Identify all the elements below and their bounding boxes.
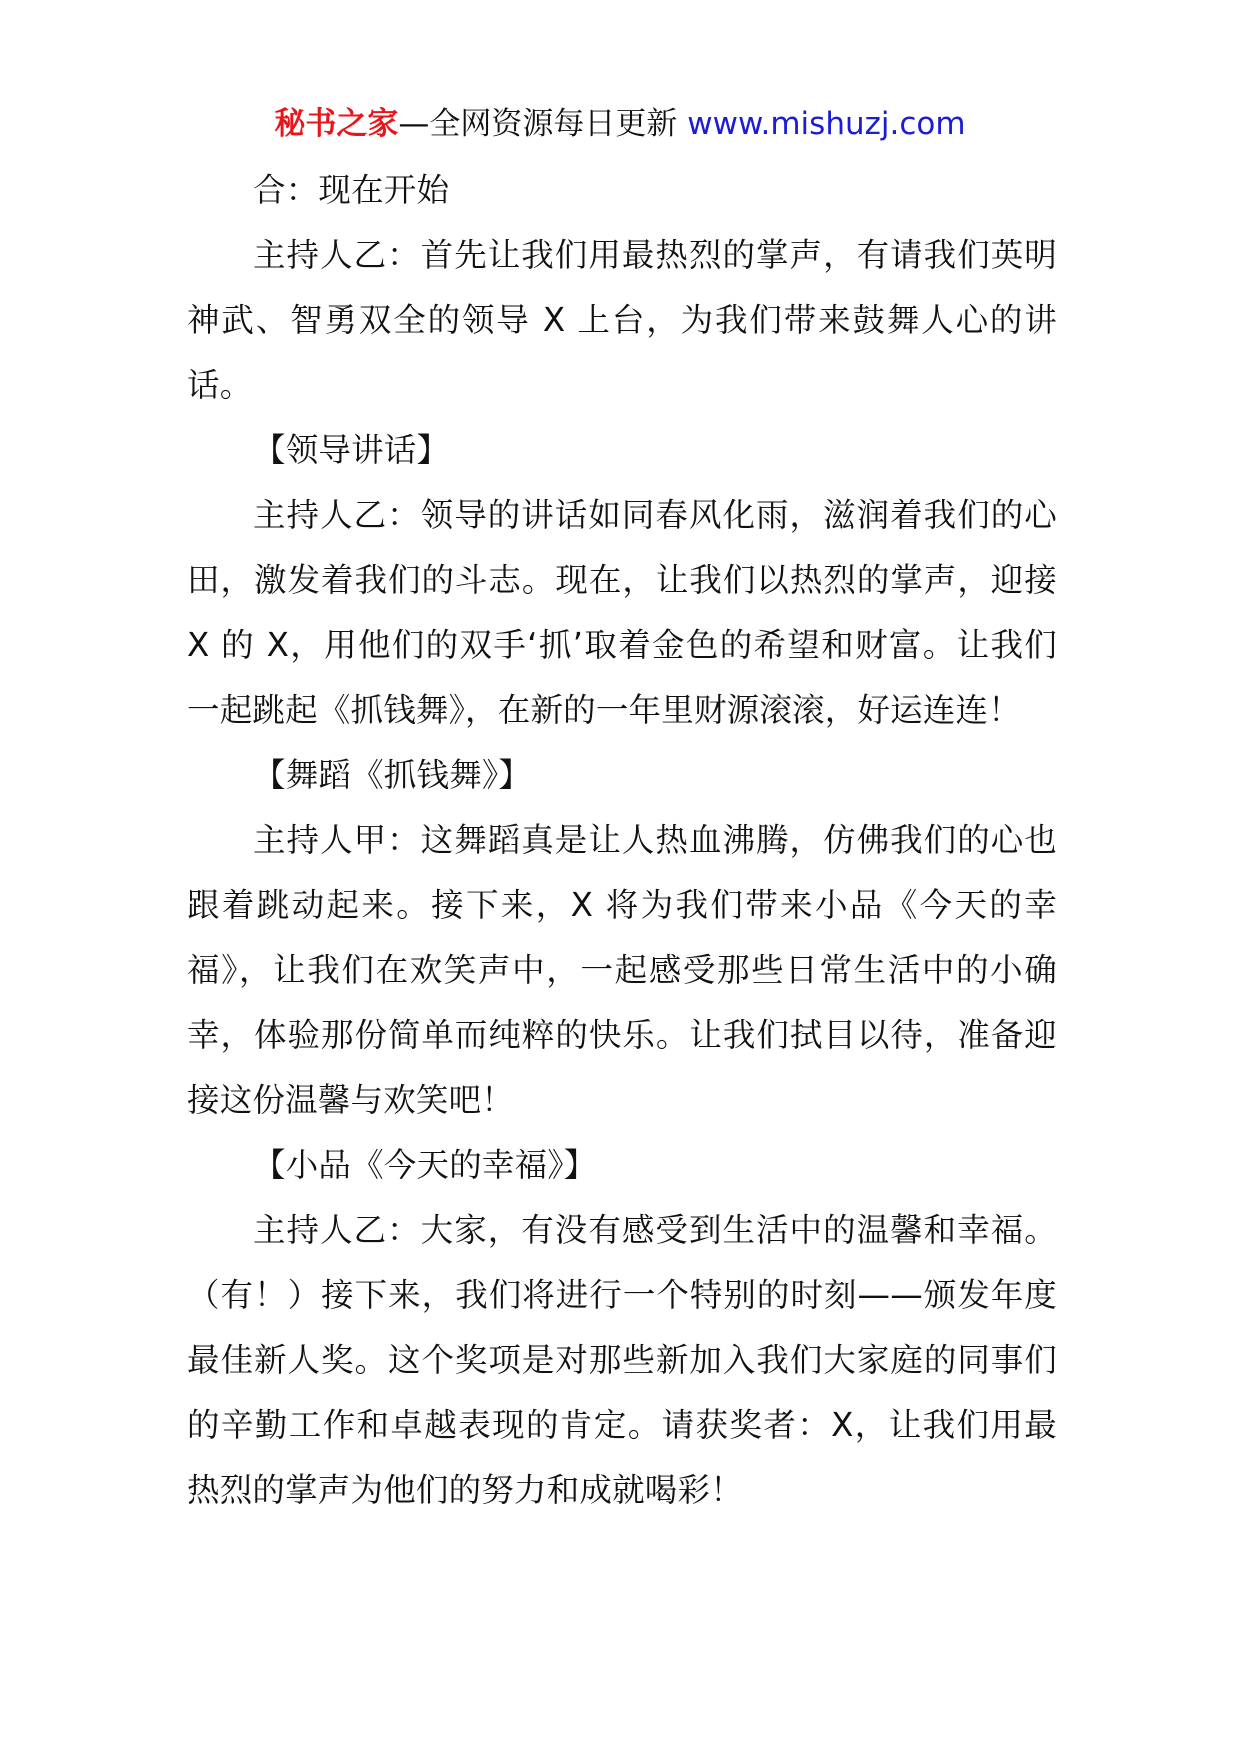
paragraph-host-b-intro: 主持人乙：首先让我们用最热烈的掌声，有请我们英明神武、智勇双全的领导 X 上台，为我们带来鼓舞人心的讲话。 <box>187 236 1057 404</box>
paragraph-host-a-skit-intro: 主持人甲：这舞蹈真是让人热血沸腾，仿佛我们的心也跟着跳动起来。接下来，X 将为我们带来小品《今天的幸福》，让我们在欢笑声中，一起感受那些日常生活中的小确幸，体验那份简单而纯粹的快乐。让我们拭目以待，准备迎接这份温馨与欢笑吧！ <box>187 821 1057 1119</box>
paragraph-host-b-dance-intro: 主持人乙：领导的讲话如同春风化雨，滋润着我们的心田，激发着我们的斗志。现在，让我们以热烈的掌声，迎接 X 的 X，用他们的双手‘抓’取着金色的希望和财富。让我们一起跳起《抓钱舞》，在新的一年里财源滚滚，好运连连！ <box>187 496 1057 729</box>
paragraph-opening: 合：现在开始 <box>253 171 450 209</box>
brand-name: 秘书之家 <box>274 106 399 142</box>
page-header <box>0 104 1240 144</box>
section-leader-speech: 【领导讲话】 <box>253 431 450 469</box>
header-url-link[interactable]: www.mishuzj.com <box>687 106 966 142</box>
section-dance: 【舞蹈《抓钱舞》】 <box>253 756 532 794</box>
document-body <box>187 158 1057 1523</box>
section-skit: 【小品《今天的幸福》】 <box>253 1146 597 1184</box>
paragraph-host-b-award: 主持人乙：大家，有没有感受到生活中的温馨和幸福。（有！）接下来，我们将进行一个特别的时刻——颁发年度最佳新人奖。这个奖项是对那些新加入我们大家庭的同事们的辛勤工作和卓越表现的肯定。请获奖者：X，让我们用最热烈的掌声为他们的努力和成就喝彩！ <box>187 1211 1057 1509</box>
header-tagline: —全网资源每日更新 <box>398 106 678 142</box>
